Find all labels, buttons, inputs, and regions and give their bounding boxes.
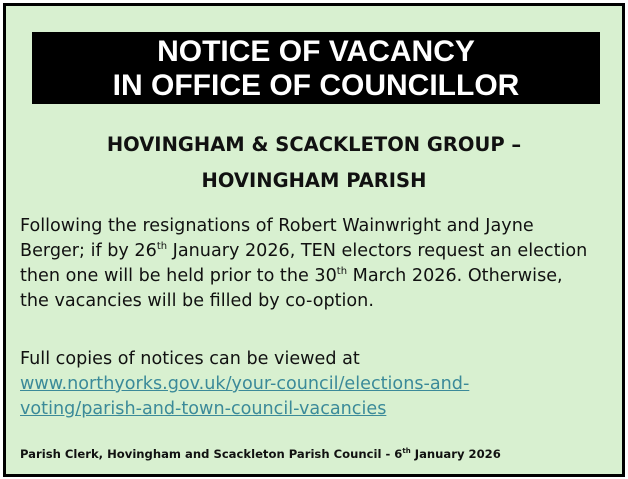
vacancy-text-line-2-end: January 2026, TEN electors request an election <box>167 241 588 261</box>
notice-title-line-1: NOTICE OF VACANCY <box>157 35 475 68</box>
notices-link-wrapper-2 <box>20 397 616 422</box>
vacancy-text-line-3-end: March 2026. Otherwise, <box>347 266 563 286</box>
notices-paragraph <box>20 347 616 422</box>
clerk-signature-date: January 2026 <box>410 447 501 461</box>
vacancy-text-line-1: Following the resignations of Robert Wainwright and Jayne <box>20 216 534 236</box>
vacancy-paragraph <box>20 214 616 314</box>
ordinal-suffix: th <box>156 241 168 252</box>
notice-panel <box>3 3 625 477</box>
vacancy-text-line-3-start: then one will be held prior to the 30 <box>20 266 337 286</box>
notice-title-banner <box>32 32 600 104</box>
vacancy-text-line-2-start: Berger; if by 26 <box>20 241 157 261</box>
ordinal-suffix: th <box>336 266 348 277</box>
clerk-signature-text: Parish Clerk, Hovingham and Scackleton Parish Council - 6 <box>20 447 403 461</box>
parish-heading <box>16 127 612 199</box>
notice-title-line-2: IN OFFICE OF COUNCILLOR <box>112 69 520 102</box>
vacancy-text-line-3 <box>20 264 616 289</box>
ordinal-suffix: th <box>402 447 411 455</box>
notices-link-line-1[interactable]: www.northyorks.gov.uk/your-council/elections-and- <box>20 374 470 394</box>
parish-heading-line-1: HOVINGHAM & SCACKLETON GROUP – <box>106 133 522 156</box>
notices-link-line-2[interactable]: voting/parish-and-town-council-vacancies <box>20 399 387 419</box>
notices-intro-text: Full copies of notices can be viewed at <box>20 349 360 369</box>
clerk-signature-line <box>20 446 501 462</box>
parish-heading-line-2: HOVINGHAM PARISH <box>201 169 427 192</box>
vacancy-text-line-2 <box>20 239 616 264</box>
vacancy-text-line-4: the vacancies will be filled by co-option. <box>20 291 374 311</box>
notices-link-wrapper <box>20 372 616 397</box>
